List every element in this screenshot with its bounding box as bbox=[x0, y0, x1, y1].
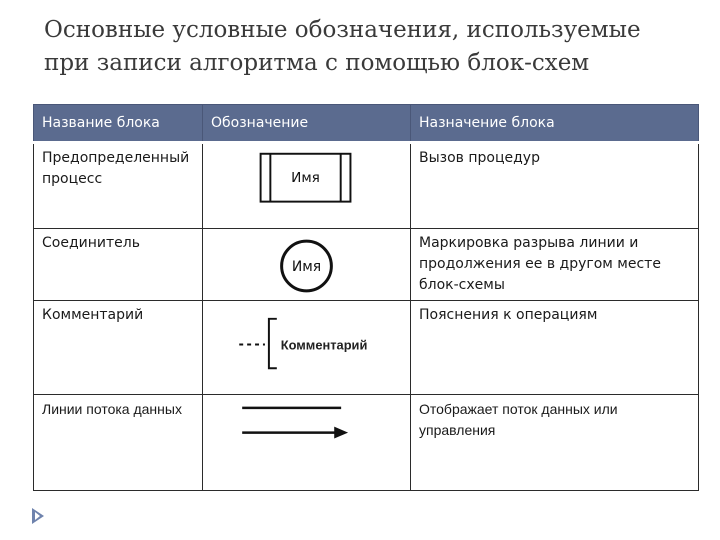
connector-icon bbox=[203, 229, 410, 300]
table-row bbox=[34, 301, 699, 395]
row-purpose-comment: Пояснения к операциям bbox=[411, 301, 699, 395]
symbol-cell-comment bbox=[203, 301, 411, 395]
symbol-cell-predefined-process bbox=[203, 143, 411, 229]
header-symbol: Обозначение bbox=[203, 105, 411, 143]
symbol-cell-connector bbox=[203, 229, 411, 301]
symbol-cell-flow-lines bbox=[203, 395, 411, 491]
comment-label: Комментарий bbox=[280, 337, 368, 353]
table-header-row bbox=[34, 105, 699, 143]
comment-icon bbox=[203, 301, 410, 394]
title-line-1: Основные условные обозначения, используемые bbox=[44, 17, 641, 43]
row-purpose-connector: Маркировка разрыва линии и продолжения ее в другом месте блок-схемы bbox=[411, 229, 699, 301]
row-purpose-flow-lines: Отображает поток данных или управления bbox=[411, 395, 699, 491]
header-purpose: Назначение блока bbox=[411, 105, 699, 143]
row-name-predefined-process: Предопределенный процесс bbox=[34, 143, 203, 229]
header-block-name: Название блока bbox=[34, 105, 203, 143]
flow-lines-icon bbox=[203, 395, 410, 490]
table-row bbox=[34, 395, 699, 491]
table-row bbox=[34, 143, 699, 229]
table-row bbox=[34, 229, 699, 301]
row-name-comment: Комментарий bbox=[34, 301, 203, 395]
row-purpose-predefined-process: Вызов процедур bbox=[411, 143, 699, 229]
predefined-process-label: Имя bbox=[291, 170, 320, 187]
triangle-bullet-icon bbox=[32, 508, 44, 524]
slide-title bbox=[44, 14, 704, 80]
title-line-2: при записи алгоритма с помощью блок-схем bbox=[44, 50, 590, 76]
connector-label: Имя bbox=[291, 258, 322, 275]
row-name-flow-lines: Линии потока данных bbox=[34, 395, 203, 491]
arrowhead-icon bbox=[334, 427, 348, 439]
row-name-connector: Соединитель bbox=[34, 229, 203, 301]
predefined-process-icon bbox=[203, 144, 410, 228]
flowchart-symbols-table bbox=[33, 104, 699, 491]
